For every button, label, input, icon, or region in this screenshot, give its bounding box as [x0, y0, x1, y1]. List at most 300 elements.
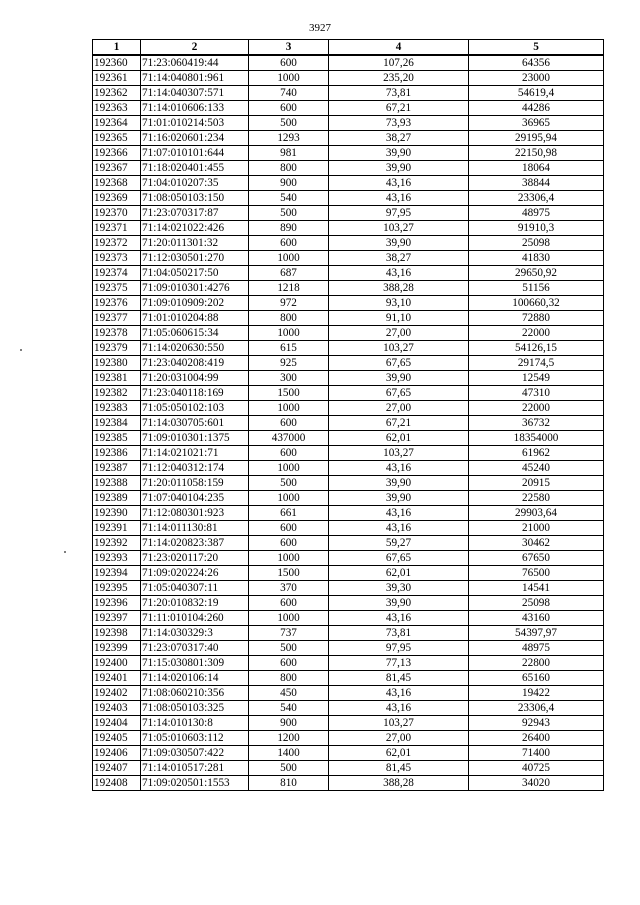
- column-header: 4: [329, 40, 469, 56]
- scan-speck: [20, 349, 22, 351]
- page-number: 3927: [309, 22, 331, 34]
- area-cell: 615: [249, 341, 329, 356]
- value-cell: 47310: [469, 386, 604, 401]
- area-cell: 1500: [249, 566, 329, 581]
- record-number-cell: 192380: [93, 356, 141, 371]
- rate-cell: 39,90: [329, 161, 469, 176]
- area-cell: 500: [249, 206, 329, 221]
- rate-cell: 62,01: [329, 566, 469, 581]
- table-body: [93, 55, 604, 791]
- header-row: [93, 40, 604, 56]
- value-cell: 48975: [469, 206, 604, 221]
- value-cell: 65160: [469, 671, 604, 686]
- value-cell: 38844: [469, 176, 604, 191]
- record-number-cell: 192369: [93, 191, 141, 206]
- value-cell: 45240: [469, 461, 604, 476]
- table-row: [93, 476, 604, 491]
- area-cell: 800: [249, 311, 329, 326]
- record-number-cell: 192376: [93, 296, 141, 311]
- area-cell: 500: [249, 476, 329, 491]
- rate-cell: 93,10: [329, 296, 469, 311]
- table-row: [93, 101, 604, 116]
- value-cell: 54126,15: [469, 341, 604, 356]
- rate-cell: 67,65: [329, 386, 469, 401]
- value-cell: 25098: [469, 236, 604, 251]
- table-row: [93, 326, 604, 341]
- rate-cell: 235,20: [329, 71, 469, 86]
- table-row: [93, 731, 604, 746]
- cadastral-number-cell: 71:09:010301:1375: [141, 431, 249, 446]
- table-row: [93, 221, 604, 236]
- rate-cell: 73,81: [329, 626, 469, 641]
- value-cell: 30462: [469, 536, 604, 551]
- record-number-cell: 192365: [93, 131, 141, 146]
- value-cell: 40725: [469, 761, 604, 776]
- rate-cell: 39,90: [329, 146, 469, 161]
- cadastral-number-cell: 71:14:010606:133: [141, 101, 249, 116]
- area-cell: 900: [249, 716, 329, 731]
- record-number-cell: 192400: [93, 656, 141, 671]
- value-cell: 22000: [469, 326, 604, 341]
- rate-cell: 97,95: [329, 641, 469, 656]
- rate-cell: 67,21: [329, 101, 469, 116]
- cadastral-number-cell: 71:23:070317:40: [141, 641, 249, 656]
- cadastral-number-cell: 71:18:020401:455: [141, 161, 249, 176]
- rate-cell: 38,27: [329, 251, 469, 266]
- table-row: [93, 266, 604, 281]
- table-row: [93, 521, 604, 536]
- cadastral-number-cell: 71:07:040104:235: [141, 491, 249, 506]
- value-cell: 29903,64: [469, 506, 604, 521]
- table-row: [93, 206, 604, 221]
- table-row: [93, 701, 604, 716]
- area-cell: 540: [249, 191, 329, 206]
- rate-cell: 77,13: [329, 656, 469, 671]
- rate-cell: 73,93: [329, 116, 469, 131]
- rate-cell: 39,90: [329, 596, 469, 611]
- cadastral-number-cell: 71:12:040312:174: [141, 461, 249, 476]
- table-row: [93, 686, 604, 701]
- rate-cell: 67,21: [329, 416, 469, 431]
- area-cell: 1000: [249, 491, 329, 506]
- area-cell: 1218: [249, 281, 329, 296]
- value-cell: 54397,97: [469, 626, 604, 641]
- record-number-cell: 192391: [93, 521, 141, 536]
- table-row: [93, 551, 604, 566]
- table-row: [93, 71, 604, 86]
- record-number-cell: 192387: [93, 461, 141, 476]
- table-row: [93, 446, 604, 461]
- value-cell: 22580: [469, 491, 604, 506]
- table-row: [93, 431, 604, 446]
- area-cell: 981: [249, 146, 329, 161]
- record-number-cell: 192360: [93, 55, 141, 71]
- area-cell: 737: [249, 626, 329, 641]
- value-cell: 72880: [469, 311, 604, 326]
- area-cell: 500: [249, 761, 329, 776]
- cadastral-number-cell: 71:15:030801:309: [141, 656, 249, 671]
- column-header: 2: [141, 40, 249, 56]
- record-number-cell: 192364: [93, 116, 141, 131]
- area-cell: 500: [249, 641, 329, 656]
- column-header: 3: [249, 40, 329, 56]
- rate-cell: 97,95: [329, 206, 469, 221]
- area-cell: 600: [249, 596, 329, 611]
- table-row: [93, 356, 604, 371]
- cadastral-number-cell: 71:14:040801:961: [141, 71, 249, 86]
- area-cell: 687: [249, 266, 329, 281]
- table-row: [93, 416, 604, 431]
- rate-cell: 388,28: [329, 281, 469, 296]
- table-row: [93, 596, 604, 611]
- table-row: [93, 386, 604, 401]
- area-cell: 600: [249, 656, 329, 671]
- rate-cell: 43,16: [329, 701, 469, 716]
- rate-cell: 62,01: [329, 746, 469, 761]
- value-cell: 25098: [469, 596, 604, 611]
- record-number-cell: 192401: [93, 671, 141, 686]
- record-number-cell: 192395: [93, 581, 141, 596]
- cadastral-number-cell: 71:14:010517:281: [141, 761, 249, 776]
- cadastral-number-cell: 71:08:050103:150: [141, 191, 249, 206]
- record-number-cell: 192367: [93, 161, 141, 176]
- rate-cell: 81,45: [329, 761, 469, 776]
- rate-cell: 39,90: [329, 476, 469, 491]
- rate-cell: 43,16: [329, 521, 469, 536]
- value-cell: 18354000: [469, 431, 604, 446]
- rate-cell: 67,65: [329, 356, 469, 371]
- table-row: [93, 581, 604, 596]
- value-cell: 67650: [469, 551, 604, 566]
- data-table: [92, 39, 604, 791]
- table-row: [93, 506, 604, 521]
- record-number-cell: 192377: [93, 311, 141, 326]
- record-number-cell: 192372: [93, 236, 141, 251]
- rate-cell: 67,65: [329, 551, 469, 566]
- rate-cell: 103,27: [329, 341, 469, 356]
- record-number-cell: 192407: [93, 761, 141, 776]
- cadastral-number-cell: 71:14:030329:3: [141, 626, 249, 641]
- cadastral-number-cell: 71:14:011130:81: [141, 521, 249, 536]
- rate-cell: 27,00: [329, 401, 469, 416]
- rate-cell: 103,27: [329, 716, 469, 731]
- cadastral-number-cell: 71:20:031004:99: [141, 371, 249, 386]
- value-cell: 34020: [469, 776, 604, 791]
- record-number-cell: 192402: [93, 686, 141, 701]
- rate-cell: 39,30: [329, 581, 469, 596]
- record-number-cell: 192361: [93, 71, 141, 86]
- cadastral-number-cell: 71:23:070317:87: [141, 206, 249, 221]
- rate-cell: 43,16: [329, 686, 469, 701]
- area-cell: 1293: [249, 131, 329, 146]
- cadastral-number-cell: 71:08:060210:356: [141, 686, 249, 701]
- record-number-cell: 192373: [93, 251, 141, 266]
- record-number-cell: 192389: [93, 491, 141, 506]
- cadastral-number-cell: 71:05:050102:103: [141, 401, 249, 416]
- cadastral-number-cell: 71:20:011058:159: [141, 476, 249, 491]
- cadastral-number-cell: 71:23:060419:44: [141, 55, 249, 71]
- cadastral-number-cell: 71:23:040118:169: [141, 386, 249, 401]
- area-cell: 500: [249, 116, 329, 131]
- cadastral-number-cell: 71:08:050103:325: [141, 701, 249, 716]
- area-cell: 1000: [249, 251, 329, 266]
- record-number-cell: 192366: [93, 146, 141, 161]
- area-cell: 600: [249, 521, 329, 536]
- value-cell: 92943: [469, 716, 604, 731]
- area-cell: 300: [249, 371, 329, 386]
- area-cell: 1500: [249, 386, 329, 401]
- cadastral-number-cell: 71:07:010101:644: [141, 146, 249, 161]
- record-number-cell: 192385: [93, 431, 141, 446]
- cadastral-number-cell: 71:14:030705:601: [141, 416, 249, 431]
- value-cell: 64356: [469, 55, 604, 71]
- record-number-cell: 192398: [93, 626, 141, 641]
- table-row: [93, 461, 604, 476]
- cadastral-number-cell: 71:04:010207:35: [141, 176, 249, 191]
- value-cell: 43160: [469, 611, 604, 626]
- value-cell: 26400: [469, 731, 604, 746]
- record-number-cell: 192405: [93, 731, 141, 746]
- table-row: [93, 671, 604, 686]
- value-cell: 91910,3: [469, 221, 604, 236]
- rate-cell: 107,26: [329, 55, 469, 71]
- area-cell: 1000: [249, 461, 329, 476]
- record-number-cell: 192390: [93, 506, 141, 521]
- cadastral-number-cell: 71:09:020501:1553: [141, 776, 249, 791]
- cadastral-number-cell: 71:20:010832:19: [141, 596, 249, 611]
- cadastral-number-cell: 71:16:020601:234: [141, 131, 249, 146]
- cadastral-number-cell: 71:01:010214:503: [141, 116, 249, 131]
- value-cell: 14541: [469, 581, 604, 596]
- record-number-cell: 192375: [93, 281, 141, 296]
- record-number-cell: 192393: [93, 551, 141, 566]
- cadastral-number-cell: 71:09:030507:422: [141, 746, 249, 761]
- rate-cell: 43,16: [329, 461, 469, 476]
- rate-cell: 103,27: [329, 221, 469, 236]
- table-row: [93, 55, 604, 71]
- rate-cell: 91,10: [329, 311, 469, 326]
- area-cell: 890: [249, 221, 329, 236]
- area-cell: 740: [249, 86, 329, 101]
- value-cell: 18064: [469, 161, 604, 176]
- cadastral-number-cell: 71:14:010130:8: [141, 716, 249, 731]
- cadastral-number-cell: 71:11:010104:260: [141, 611, 249, 626]
- table-row: [93, 251, 604, 266]
- table-row: [93, 401, 604, 416]
- table-row: [93, 281, 604, 296]
- area-cell: 450: [249, 686, 329, 701]
- area-cell: 600: [249, 101, 329, 116]
- record-number-cell: 192408: [93, 776, 141, 791]
- record-number-cell: 192382: [93, 386, 141, 401]
- value-cell: 29650,92: [469, 266, 604, 281]
- cadastral-number-cell: 71:09:020224:26: [141, 566, 249, 581]
- area-cell: 900: [249, 176, 329, 191]
- record-number-cell: 192371: [93, 221, 141, 236]
- record-number-cell: 192362: [93, 86, 141, 101]
- area-cell: 540: [249, 701, 329, 716]
- table-row: [93, 776, 604, 791]
- rate-cell: 27,00: [329, 731, 469, 746]
- area-cell: 800: [249, 671, 329, 686]
- area-cell: 1000: [249, 401, 329, 416]
- rate-cell: 39,90: [329, 236, 469, 251]
- value-cell: 36732: [469, 416, 604, 431]
- rate-cell: 43,16: [329, 176, 469, 191]
- value-cell: 20915: [469, 476, 604, 491]
- record-number-cell: 192370: [93, 206, 141, 221]
- table-row: [93, 746, 604, 761]
- value-cell: 23306,4: [469, 701, 604, 716]
- record-number-cell: 192406: [93, 746, 141, 761]
- rate-cell: 62,01: [329, 431, 469, 446]
- cadastral-number-cell: 71:14:040307:571: [141, 86, 249, 101]
- rate-cell: 43,16: [329, 266, 469, 281]
- table-row: [93, 491, 604, 506]
- value-cell: 71400: [469, 746, 604, 761]
- area-cell: 1200: [249, 731, 329, 746]
- record-number-cell: 192397: [93, 611, 141, 626]
- cadastral-number-cell: 71:05:040307:11: [141, 581, 249, 596]
- value-cell: 44286: [469, 101, 604, 116]
- cadastral-number-cell: 71:05:010603:112: [141, 731, 249, 746]
- cadastral-number-cell: 71:09:010909:202: [141, 296, 249, 311]
- value-cell: 29195,94: [469, 131, 604, 146]
- table-row: [93, 311, 604, 326]
- table-row: [93, 371, 604, 386]
- record-number-cell: 192381: [93, 371, 141, 386]
- cadastral-number-cell: 71:09:010301:4276: [141, 281, 249, 296]
- table-row: [93, 566, 604, 581]
- rate-cell: 43,16: [329, 611, 469, 626]
- cadastral-number-cell: 71:04:050217:50: [141, 266, 249, 281]
- cadastral-number-cell: 71:23:020117:20: [141, 551, 249, 566]
- table-row: [93, 626, 604, 641]
- record-number-cell: 192396: [93, 596, 141, 611]
- rate-cell: 39,90: [329, 371, 469, 386]
- rate-cell: 388,28: [329, 776, 469, 791]
- area-cell: 437000: [249, 431, 329, 446]
- cadastral-number-cell: 71:14:021021:71: [141, 446, 249, 461]
- record-number-cell: 192399: [93, 641, 141, 656]
- table-row: [93, 146, 604, 161]
- value-cell: 23000: [469, 71, 604, 86]
- area-cell: 810: [249, 776, 329, 791]
- cadastral-number-cell: 71:05:060615:34: [141, 326, 249, 341]
- record-number-cell: 192388: [93, 476, 141, 491]
- area-cell: 1400: [249, 746, 329, 761]
- record-number-cell: 192363: [93, 101, 141, 116]
- record-number-cell: 192384: [93, 416, 141, 431]
- rate-cell: 43,16: [329, 191, 469, 206]
- table-row: [93, 161, 604, 176]
- area-cell: 600: [249, 55, 329, 71]
- table-row: [93, 536, 604, 551]
- record-number-cell: 192374: [93, 266, 141, 281]
- scan-speck: [64, 551, 66, 553]
- area-cell: 370: [249, 581, 329, 596]
- value-cell: 22800: [469, 656, 604, 671]
- table-row: [93, 611, 604, 626]
- value-cell: 36965: [469, 116, 604, 131]
- table-row: [93, 236, 604, 251]
- area-cell: 600: [249, 446, 329, 461]
- cadastral-number-cell: 71:14:021022:426: [141, 221, 249, 236]
- table-row: [93, 116, 604, 131]
- area-cell: 1000: [249, 611, 329, 626]
- area-cell: 661: [249, 506, 329, 521]
- cadastral-number-cell: 71:12:030501:270: [141, 251, 249, 266]
- table-row: [93, 176, 604, 191]
- cadastral-number-cell: 71:23:040208:419: [141, 356, 249, 371]
- table-row: [93, 296, 604, 311]
- value-cell: 21000: [469, 521, 604, 536]
- value-cell: 29174,5: [469, 356, 604, 371]
- cadastral-number-cell: 71:12:080301:923: [141, 506, 249, 521]
- rate-cell: 59,27: [329, 536, 469, 551]
- area-cell: 1000: [249, 551, 329, 566]
- area-cell: 1000: [249, 326, 329, 341]
- record-number-cell: 192386: [93, 446, 141, 461]
- rate-cell: 43,16: [329, 506, 469, 521]
- area-cell: 925: [249, 356, 329, 371]
- area-cell: 800: [249, 161, 329, 176]
- record-number-cell: 192404: [93, 716, 141, 731]
- rate-cell: 39,90: [329, 491, 469, 506]
- table-row: [93, 86, 604, 101]
- record-number-cell: 192383: [93, 401, 141, 416]
- table-row: [93, 131, 604, 146]
- value-cell: 61962: [469, 446, 604, 461]
- record-number-cell: 192378: [93, 326, 141, 341]
- table-row: [93, 761, 604, 776]
- rate-cell: 73,81: [329, 86, 469, 101]
- cadastral-number-cell: 71:14:020630:550: [141, 341, 249, 356]
- record-number-cell: 192392: [93, 536, 141, 551]
- rate-cell: 38,27: [329, 131, 469, 146]
- table-row: [93, 716, 604, 731]
- value-cell: 12549: [469, 371, 604, 386]
- column-header: 1: [93, 40, 141, 56]
- rate-cell: 27,00: [329, 326, 469, 341]
- cadastral-number-cell: 71:14:020106:14: [141, 671, 249, 686]
- value-cell: 48975: [469, 641, 604, 656]
- area-cell: 972: [249, 296, 329, 311]
- area-cell: 1000: [249, 71, 329, 86]
- cadastral-number-cell: 71:20:011301:32: [141, 236, 249, 251]
- area-cell: 600: [249, 416, 329, 431]
- area-cell: 600: [249, 536, 329, 551]
- record-number-cell: 192394: [93, 566, 141, 581]
- record-number-cell: 192368: [93, 176, 141, 191]
- value-cell: 19422: [469, 686, 604, 701]
- value-cell: 54619,4: [469, 86, 604, 101]
- value-cell: 51156: [469, 281, 604, 296]
- value-cell: 22000: [469, 401, 604, 416]
- value-cell: 41830: [469, 251, 604, 266]
- rate-cell: 103,27: [329, 446, 469, 461]
- record-number-cell: 192403: [93, 701, 141, 716]
- value-cell: 100660,32: [469, 296, 604, 311]
- table-row: [93, 191, 604, 206]
- cadastral-number-cell: 71:14:020823:387: [141, 536, 249, 551]
- column-header: 5: [469, 40, 604, 56]
- table-row: [93, 641, 604, 656]
- value-cell: 76500: [469, 566, 604, 581]
- area-cell: 600: [249, 236, 329, 251]
- table-row: [93, 341, 604, 356]
- value-cell: 22150,98: [469, 146, 604, 161]
